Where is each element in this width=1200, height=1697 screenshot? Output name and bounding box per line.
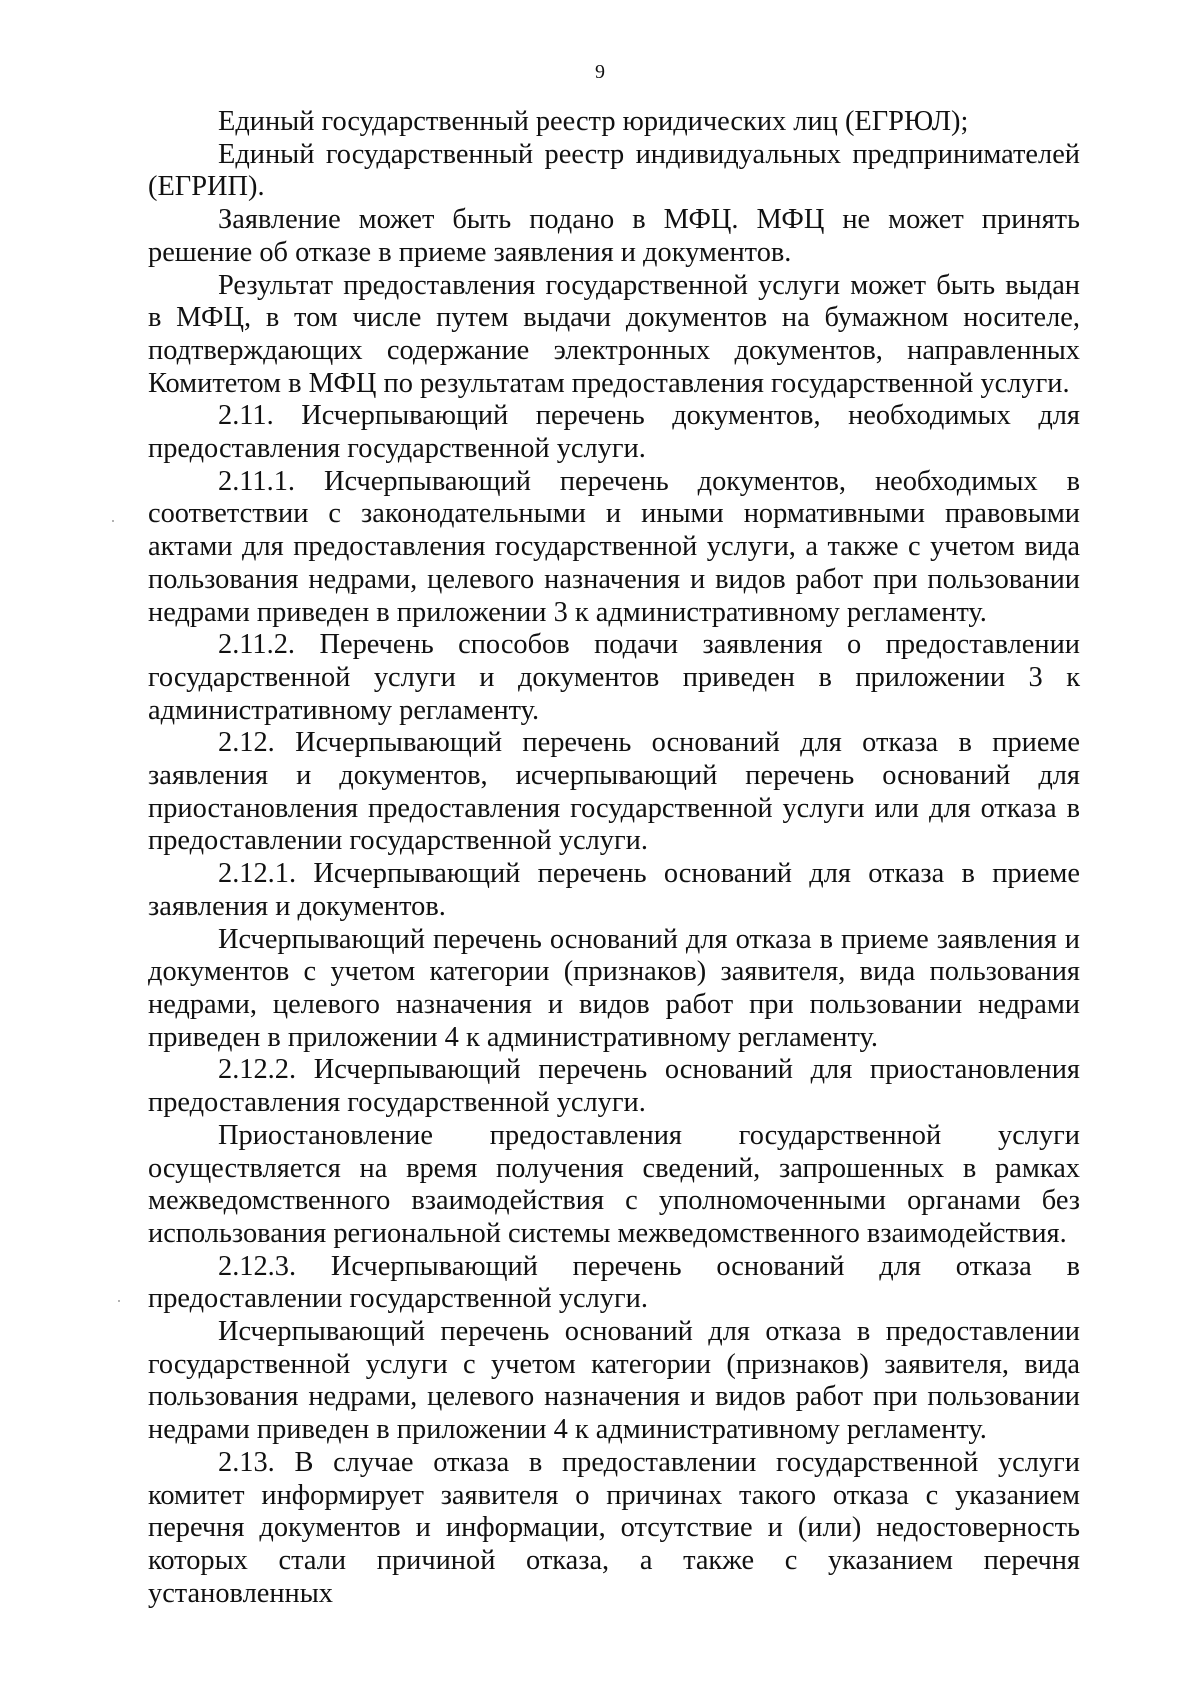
document-body	[148, 106, 1080, 1610]
paragraph-mfc-result: Результат предоставления государственной услуги может быть выдан в МФЦ, в том числе путем выдачи документов на бумажном носителе, подтверждающих содержание электронных документов, направленных Комитетом в МФЦ по результатам предоставления государственной услуги.	[148, 269, 1080, 399]
scan-speck	[112, 520, 114, 522]
paragraph-egrul: Единый государственный реестр юридических лиц (ЕГРЮЛ);	[218, 106, 969, 137]
paragraph-refusal-reception: Исчерпывающий перечень оснований для отказа в приеме заявления и документов с учетом категории (признаков) заявителя, вида пользования недрами, целевого назначения и видов работ при пользовании недрами приведен в приложении 4 к административному регламенту.	[148, 923, 1080, 1053]
paragraph-egrip: Единый государственный реестр индивидуальных предпринимателей (ЕГРИП).	[148, 138, 1080, 203]
section-2-12-1: 2.12.1. Исчерпывающий перечень оснований для отказа в приеме заявления и документов.	[148, 858, 1080, 922]
section-2-11-2: 2.11.2. Перечень способов подачи заявления о предоставлении государственной услуги и документов приведен в приложении 3 к административному регламенту.	[148, 629, 1080, 726]
paragraph-refusal-provision: Исчерпывающий перечень оснований для отказа в предоставлении государственной услуги с учетом категории (признаков) заявителя, вида пользования недрами, целевого назначения и видов работ при пользовании недрами приведен в приложении 4 к административному регламенту.	[148, 1316, 1080, 1446]
section-2-11-heading: 2.11. Исчерпывающий перечень документов, необходимых для предоставления государственной услуги.	[148, 400, 1080, 465]
section-2-11-1: 2.11.1. Исчерпывающий перечень документов, необходимых в соответствии с законодательными и иными нормативными правовыми актами для предоставления государственной услуги, а также с учетом вида пользования недрами, целевого назначения и видов работ при пользовании недрами приведен в приложении 3 к административному регламенту.	[148, 465, 1080, 628]
scan-speck	[118, 1300, 120, 1302]
paragraph-suspension: Приостановление предоставления государственной услуги осуществляется на время получения сведений, запрошенных в рамках межведомственного взаимодействия с уполномоченными органами без использования региональной системы межведомственного взаимодействия.	[148, 1119, 1080, 1249]
paragraph-mfc-application: Заявление может быть подано в МФЦ. МФЦ не может принять решение об отказе в приеме заявления и документов.	[148, 204, 1080, 268]
section-2-12-3: 2.12.3. Исчерпывающий перечень оснований для отказа в предоставлении государственной услуги.	[148, 1250, 1080, 1315]
section-2-12-heading: 2.12. Исчерпывающий перечень оснований для отказа в приеме заявления и документов, исчерпывающий перечень оснований для приостановления предоставления государственной услуги или для отказа в предоставлении государственной услуги.	[148, 727, 1080, 857]
page-number: 9	[595, 61, 605, 83]
section-2-13: 2.13. В случае отказа в предоставлении государственной услуги комитет информирует заявителя о причинах такого отказа с указанием перечня документов и информации, отсутствие и (или) недостоверность которых стали причиной отказа, а также с указанием перечня установленных	[148, 1446, 1080, 1609]
section-2-12-2: 2.12.2. Исчерпывающий перечень оснований для приостановления предоставления государственной услуги.	[148, 1054, 1080, 1119]
